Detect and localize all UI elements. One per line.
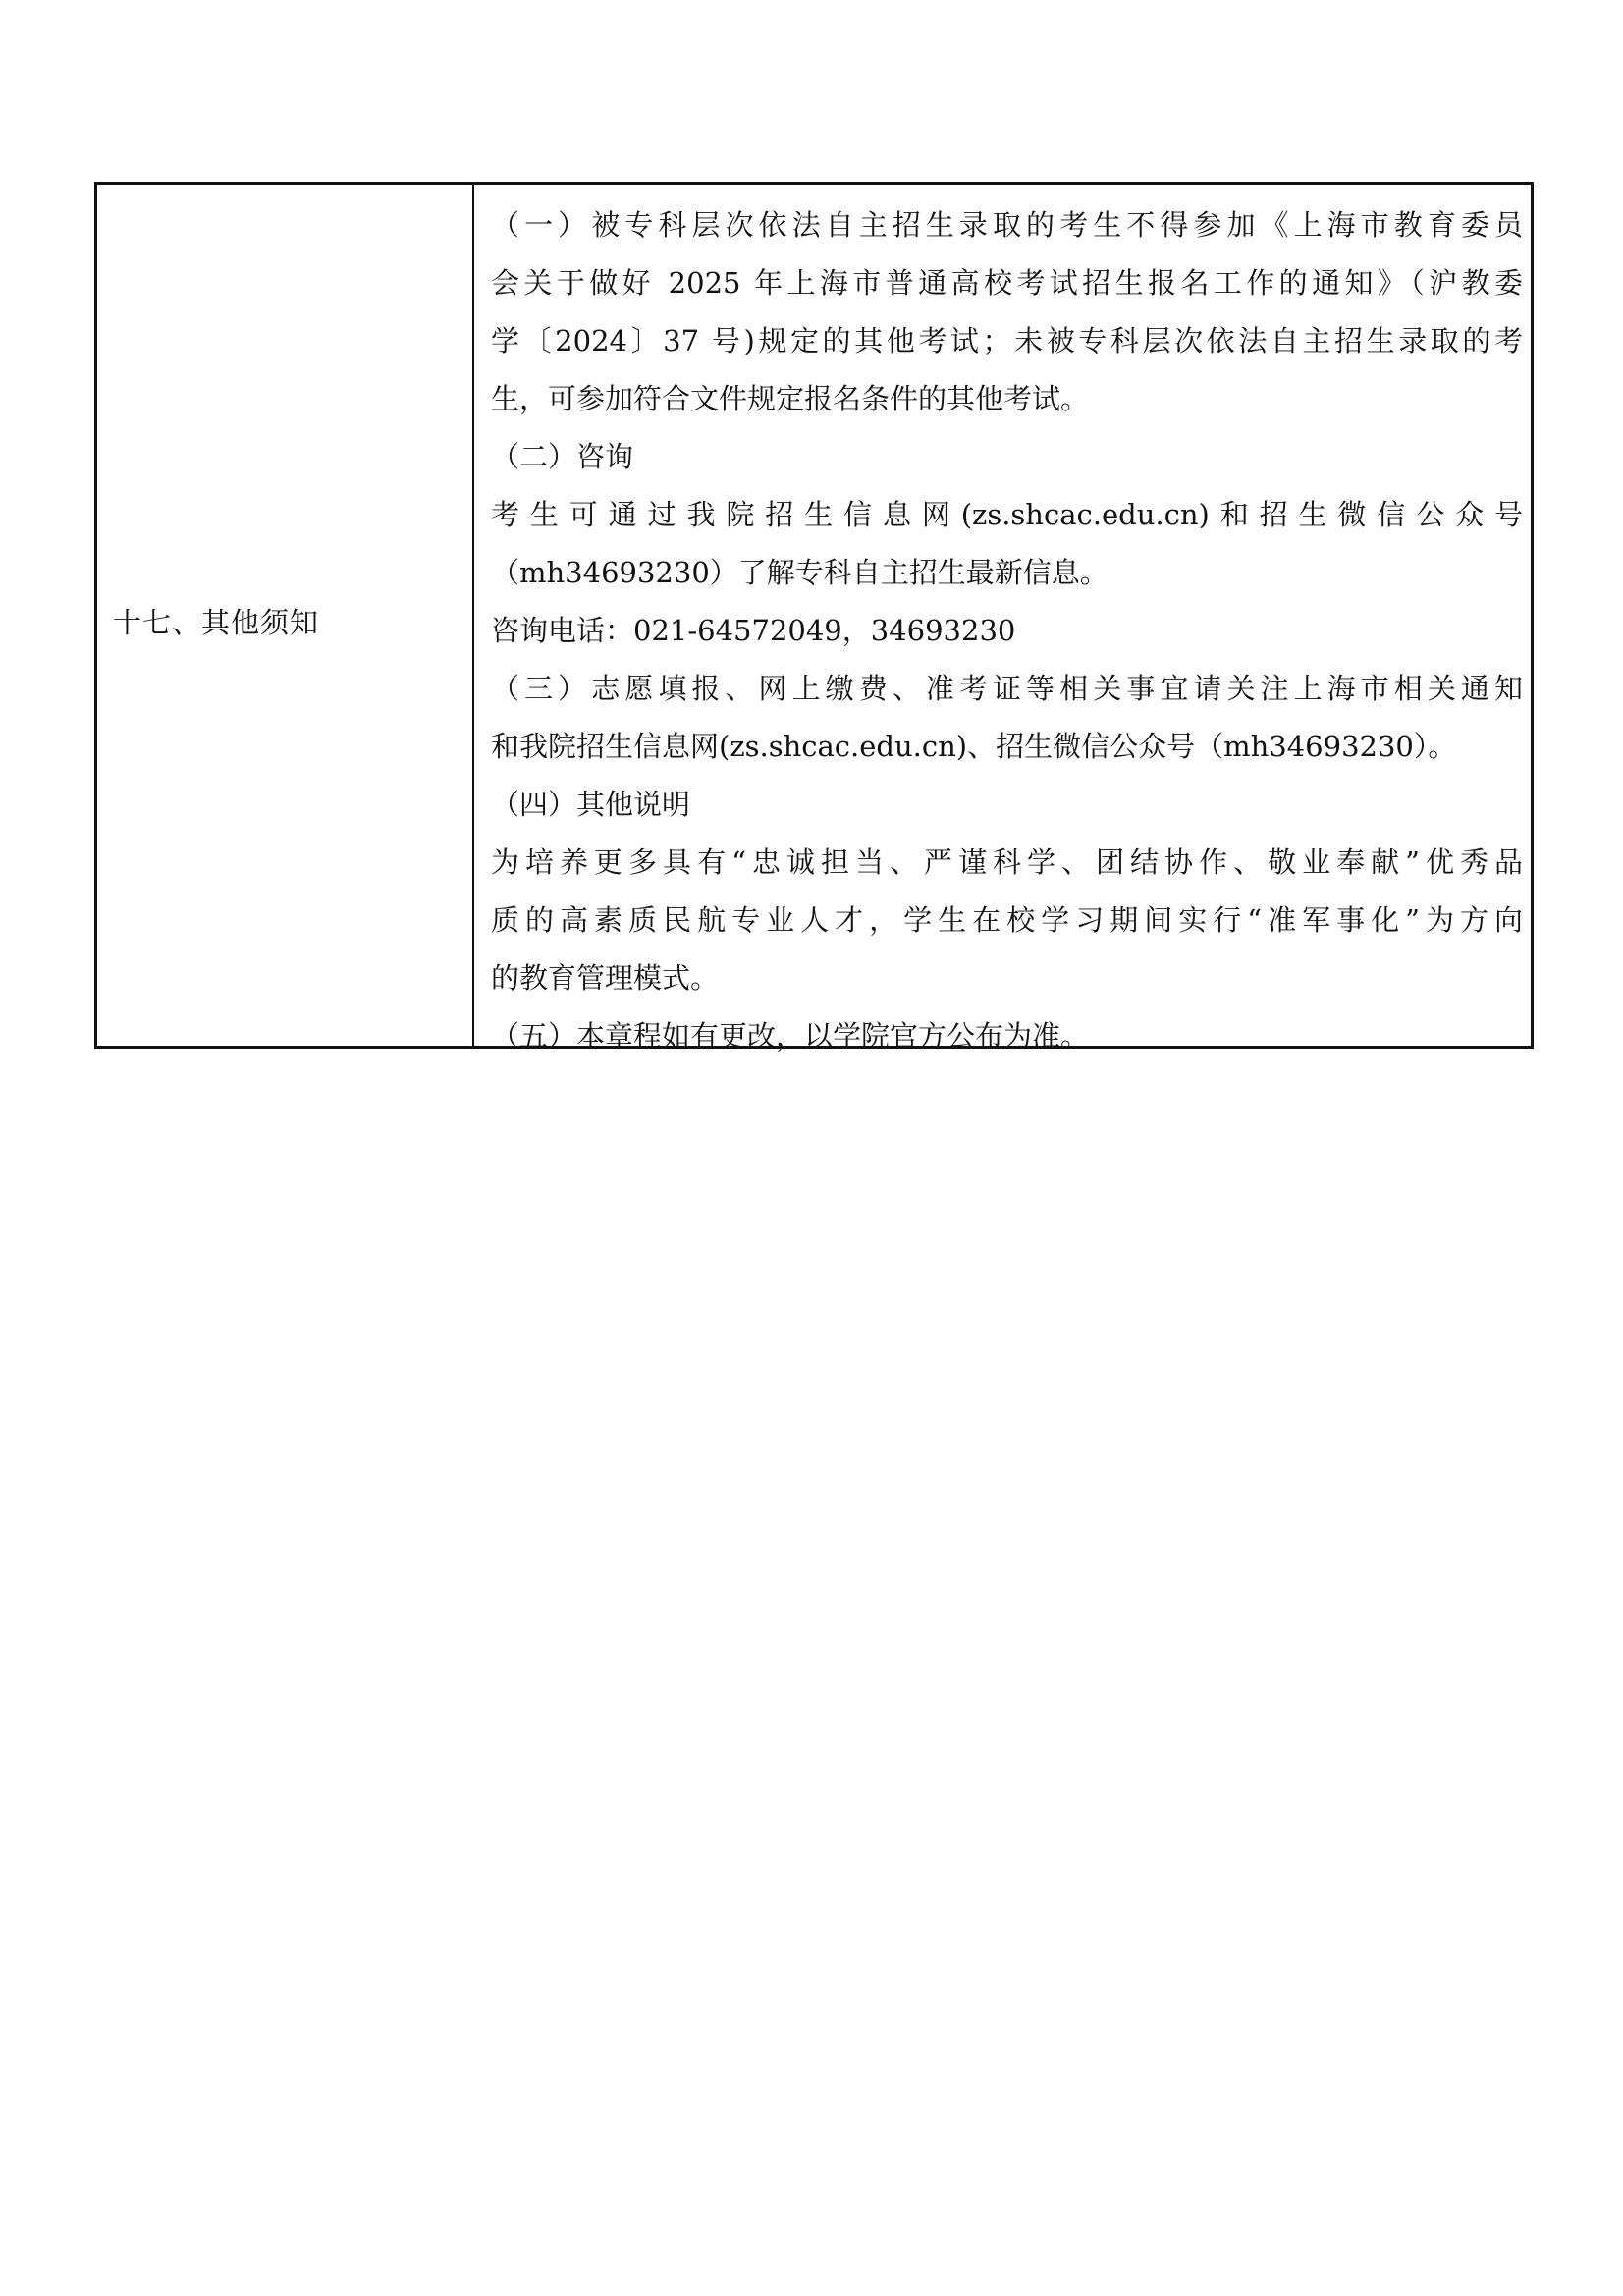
content-line: 和我院招生信息网(zs.shcac.edu.cn)、招生微信公众号（mh34693230）。 bbox=[491, 730, 1457, 763]
section-label: 十七、其他须知 bbox=[113, 606, 320, 639]
content-line: 生，可参加符合文件规定报名条件的其他考试。 bbox=[491, 382, 1090, 415]
section-content-cell bbox=[474, 185, 1531, 1053]
content-line: 为培养更多具有“忠诚担当、严谨科学、团结协作、敬业奉献”优秀品 bbox=[491, 846, 1523, 879]
content-line: 咨询电话：021-64572049，34693230 bbox=[491, 614, 1016, 647]
content-line: 学〔2024〕37 号)规定的其他考试；未被专科层次依法自主招生录取的考 bbox=[491, 324, 1523, 357]
content-line: （三）志愿填报、网上缴费、准考证等相关事宜请关注上海市相关通知 bbox=[491, 672, 1523, 705]
section-label-cell bbox=[97, 185, 474, 1046]
content-line: 的教育管理模式。 bbox=[491, 961, 720, 995]
content-line: 质的高素质民航专业人才，学生在校学习期间实行“准军事化”为方向 bbox=[491, 903, 1523, 937]
content-line: （二）咨询 bbox=[491, 440, 634, 473]
notice-table bbox=[94, 182, 1534, 1053]
content-line: （mh34693230）了解专科自主招生最新信息。 bbox=[491, 556, 1109, 589]
content-line: （五）本章程如有更改，以学院官方公布为准。 bbox=[491, 1019, 1090, 1053]
content-line: 会关于做好 2025 年上海市普通高校考试招生报名工作的通知》（沪教委 bbox=[491, 266, 1523, 300]
content-line: （一）被专科层次依法自主招生录取的考生不得参加《上海市教育委员 bbox=[491, 208, 1523, 242]
content-line: 考生可通过我院招生信息网(zs.shcac.edu.cn)和招生微信公众号 bbox=[491, 498, 1523, 531]
content-line: （四）其他说明 bbox=[491, 788, 691, 821]
